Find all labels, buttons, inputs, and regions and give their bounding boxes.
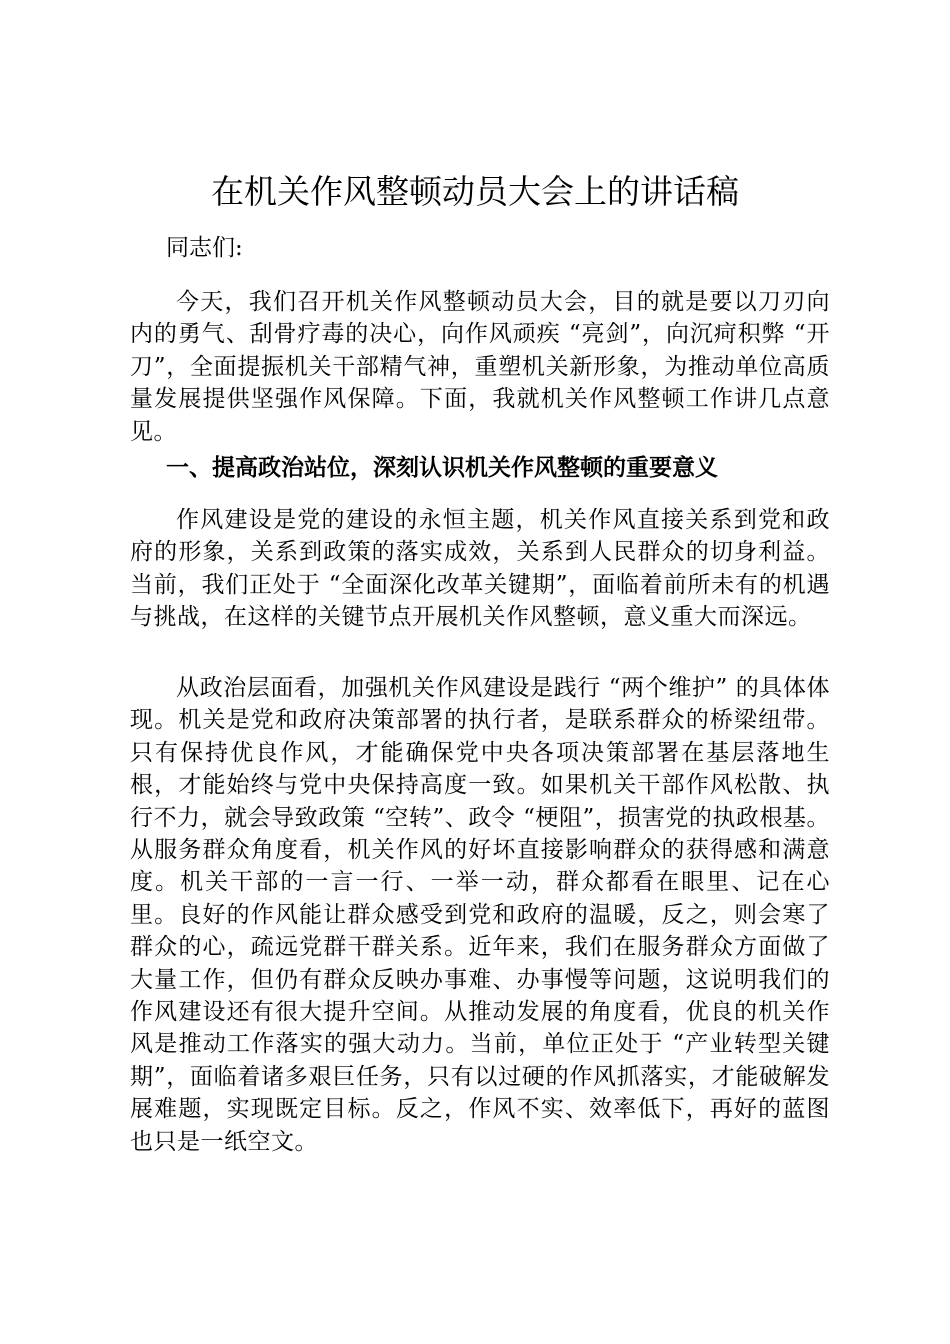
salutation: 同志们: bbox=[166, 235, 243, 261]
paragraph-perspectives: 从政治层面看，加强机关作风建设是践行 “两个维护” 的具体体现。机关是党和政府决策部署的执行者，是联系群众的桥梁纽带。只有保持优良作风，才能确保党中央各项决策部署在基层落地生根，才能始终与党中央保持高度一致。如果机关干部作风松散、执行不力，就会导致政策 “空转”、政令 “梗阻”，损害党的执政根基。从服务群众角度看，机关作风的好坏直接影响群众的获得感和满意度。机关干部的一言一行、一举一动，群众都看在眼里、记在心里。良好的作风能让群众感受到党和政府的温暖，反之，则会寒了群众的心，疏远党群干群关系。近年来，我们在服务群众方面做了大量工作，但仍有群众反映办事难、办事慢等问题，这说明我们的作风建设还有很大提升空间。从推动发展的角度看，优良的机关作风是推动工作落实的强大动力。当前，单位正处于 “产业转型关键期”，面临着诸多艰巨任务，只有以过硬的作风抓落实，才能破解发展难题，实现既定目标。反之，作风不实、效率低下，再好的蓝图也只是一纸空文。 bbox=[130, 675, 830, 1155]
section-heading-1: 一、提高政治站位，深刻认识机关作风整顿的重要意义 bbox=[166, 454, 718, 481]
paragraph-significance: 作风建设是党的建设的永恒主题，机关作风直接关系到党和政府的形象，关系到政策的落实成效，关系到人民群众的切身利益。当前，我们正处于 “全面深化改革关键期”，面临着前所未有的机遇与挑战，在这样的关键节点开展机关作风整顿，意义重大而深远。 bbox=[130, 507, 830, 631]
document-title: 在机关作风整顿动员大会上的讲话稿 bbox=[211, 172, 739, 211]
paragraph-intro: 今天，我们召开机关作风整顿动员大会，目的就是要以刀刃向内的勇气、刮骨疗毒的决心，向作风顽疾 “亮剑”，向沉疴积弊 “开刀”，全面提振机关干部精气神，重塑机关新形象，为推动单位高质量发展提供坚强作风保障。下面，我就机关作风整顿工作讲几点意见。 bbox=[130, 289, 830, 445]
